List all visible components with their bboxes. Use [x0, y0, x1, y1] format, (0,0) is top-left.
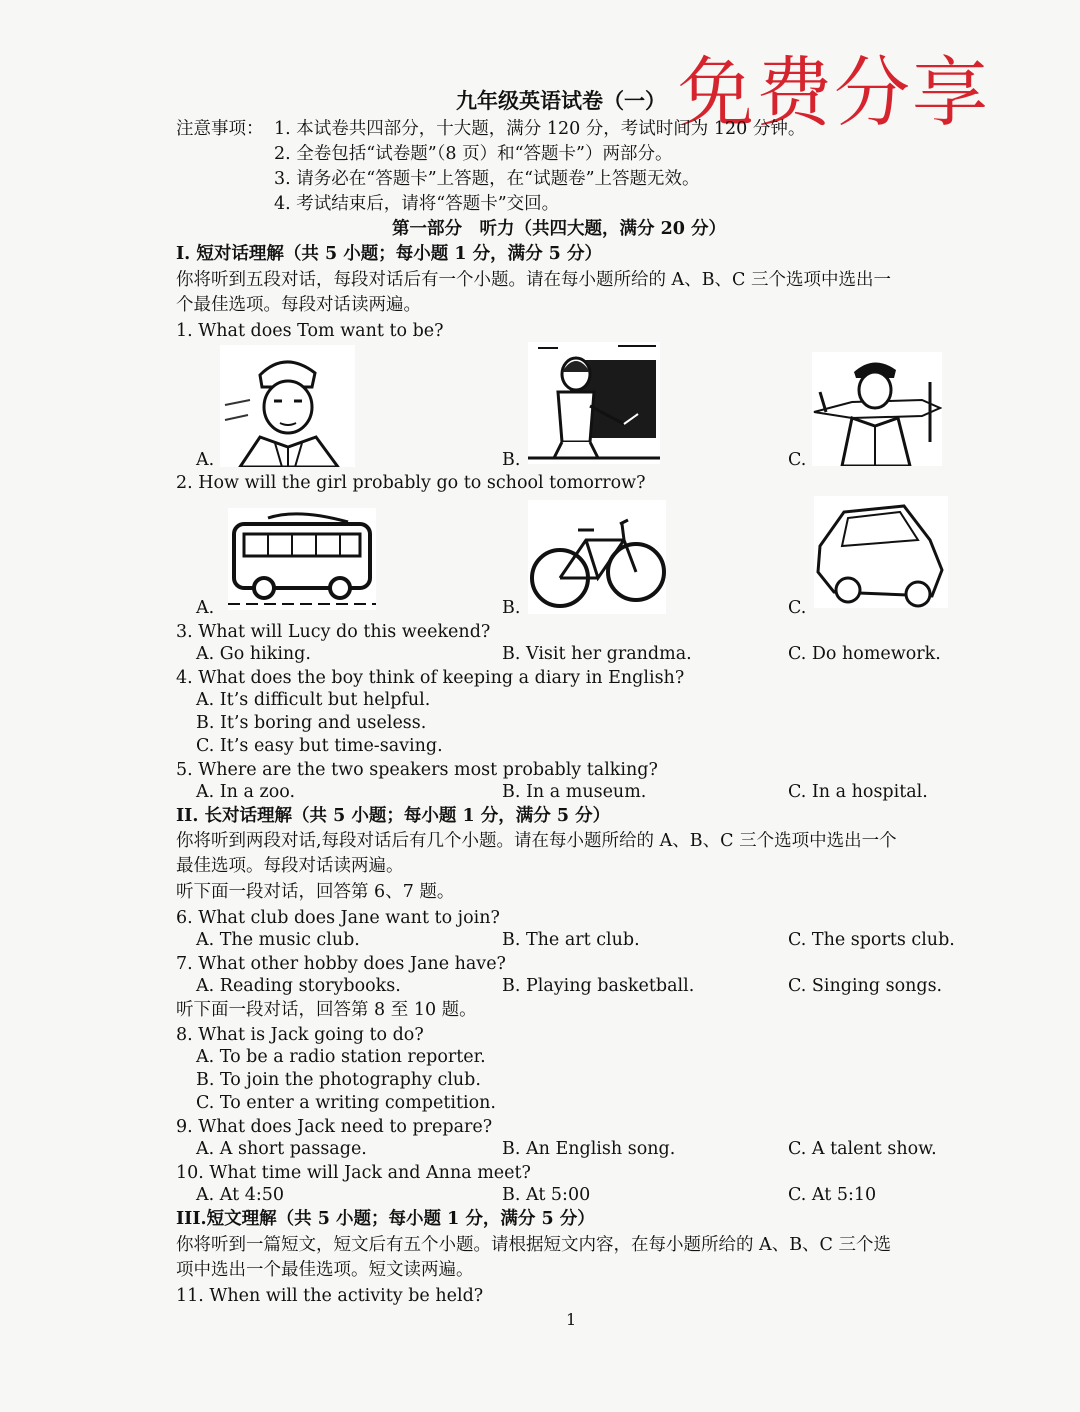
question-3: 3. What will Lucy do this weekend? [176, 622, 491, 642]
q3-option-a[interactable]: A. Go hiking. [196, 644, 311, 664]
q9-option-b[interactable]: B. An English song. [502, 1139, 676, 1159]
note-item-3: 3. 请务必在“答题卡”上答题，在“试题卷”上答题无效。 [274, 169, 700, 189]
question-11: 11. When will the activity be held? [176, 1286, 484, 1306]
section1-heading: I. 短对话理解（共 5 小题；每小题 1 分，满分 5 分） [176, 244, 602, 264]
q6-option-b[interactable]: B. The art club. [502, 930, 640, 950]
note-item-1: 1. 本试卷共四部分，十大题，满分 120 分，考试时间为 120 分钟。 [274, 119, 806, 139]
section2-instruction-2: 最佳选项。每段对话读两遍。 [176, 856, 404, 876]
section3-heading: III.短文理解（共 5 小题；每小题 1 分，满分 5 分） [176, 1209, 595, 1229]
q6-option-c[interactable]: C. The sports club. [788, 930, 955, 950]
q4-option-b[interactable]: B. It’s boring and useless. [196, 713, 427, 733]
question-2: 2. How will the girl probably go to school tomorrow? [176, 473, 646, 493]
q10-option-c[interactable]: C. At 5:10 [788, 1185, 877, 1205]
q9-option-c[interactable]: C. A talent show. [788, 1139, 937, 1159]
bus-picture[interactable] [228, 508, 376, 610]
part1-heading: 第一部分 听力（共四大题，满分 20 分） [392, 219, 727, 239]
q2-option-a[interactable]: A. [196, 598, 215, 618]
pilot-picture[interactable] [812, 352, 942, 466]
q7-option-a[interactable]: A. Reading storybooks. [196, 976, 401, 996]
q7-option-b[interactable]: B. Playing basketball. [502, 976, 695, 996]
q2-option-b[interactable]: B. [502, 598, 521, 618]
q1-option-c[interactable]: C. [788, 450, 807, 470]
doctor-picture[interactable] [220, 345, 355, 467]
question-6: 6. What club does Jane want to join? [176, 908, 500, 928]
q8-option-b[interactable]: B. To join the photography club. [196, 1070, 481, 1090]
q3-option-c[interactable]: C. Do homework. [788, 644, 941, 664]
section1-instruction-1: 你将听到五段对话，每段对话后有一个小题。请在每小题所给的 A、B、C 三个选项中选出一 [176, 270, 892, 290]
note-item-2: 2. 全卷包括“试卷题”（8 页）和“答题卡”）两部分。 [274, 144, 673, 164]
exam-title: 九年级英语试卷（一） [456, 88, 666, 113]
question-10: 10. What time will Jack and Anna meet? [176, 1163, 531, 1183]
q9-option-a[interactable]: A. A short passage. [196, 1139, 367, 1159]
car-picture[interactable] [814, 496, 948, 608]
q10-option-b[interactable]: B. At 5:00 [502, 1185, 591, 1205]
question-4: 4. What does the boy think of keeping a diary in English? [176, 668, 685, 688]
q8-option-c[interactable]: C. To enter a writing competition. [196, 1093, 496, 1113]
q4-option-a[interactable]: A. It’s difficult but helpful. [196, 690, 431, 710]
section3-instruction-2: 项中选出一个最佳选项。短文读两遍。 [176, 1260, 474, 1280]
q1-option-a[interactable]: A. [196, 450, 215, 470]
section2-group-1: 听下面一段对话，回答第 6、7 题。 [176, 882, 455, 902]
q8-option-a[interactable]: A. To be a radio station reporter. [196, 1047, 486, 1067]
question-1: 1. What does Tom want to be? [176, 321, 444, 341]
question-5: 5. Where are the two speakers most probably talking? [176, 760, 658, 780]
page-number: 1 [566, 1310, 577, 1329]
q2-option-c[interactable]: C. [788, 598, 807, 618]
section2-heading: II. 长对话理解（共 5 小题；每小题 1 分，满分 5 分） [176, 806, 611, 826]
question-8: 8. What is Jack going to do? [176, 1025, 424, 1045]
watermark-text: 免费分享 [678, 48, 990, 137]
section1-instruction-2: 个最佳选项。每段对话读两遍。 [176, 295, 421, 315]
q10-option-a[interactable]: A. At 4:50 [196, 1185, 284, 1205]
note-item-4: 4. 考试结束后，请将“答题卡”交回。 [274, 194, 560, 214]
section2-instruction-1: 你将听到两段对话,每段对话后有几个小题。请在每小题所给的 A、B、C 三个选项中选出一个 [176, 831, 897, 851]
section3-instruction-1: 你将听到一篇短文，短文后有五个小题。请根据短文内容，在每小题所给的 A、B、C 三个选 [176, 1235, 892, 1255]
question-9: 9. What does Jack need to prepare? [176, 1117, 493, 1137]
q5-option-c[interactable]: C. In a hospital. [788, 782, 928, 802]
q7-option-c[interactable]: C. Singing songs. [788, 976, 943, 996]
teacher-picture[interactable] [528, 342, 660, 464]
bicycle-picture[interactable] [528, 500, 666, 614]
q5-option-a[interactable]: A. In a zoo. [196, 782, 296, 802]
section2-group-2: 听下面一段对话，回答第 8 至 10 题。 [176, 1000, 477, 1020]
q3-option-b[interactable]: B. Visit her grandma. [502, 644, 692, 664]
question-7: 7. What other hobby does Jane have? [176, 954, 506, 974]
q1-option-b[interactable]: B. [502, 450, 521, 470]
q4-option-c[interactable]: C. It’s easy but time-saving. [196, 736, 443, 756]
q6-option-a[interactable]: A. The music club. [196, 930, 360, 950]
q5-option-b[interactable]: B. In a museum. [502, 782, 647, 802]
notes-label: 注意事项： [176, 119, 264, 139]
